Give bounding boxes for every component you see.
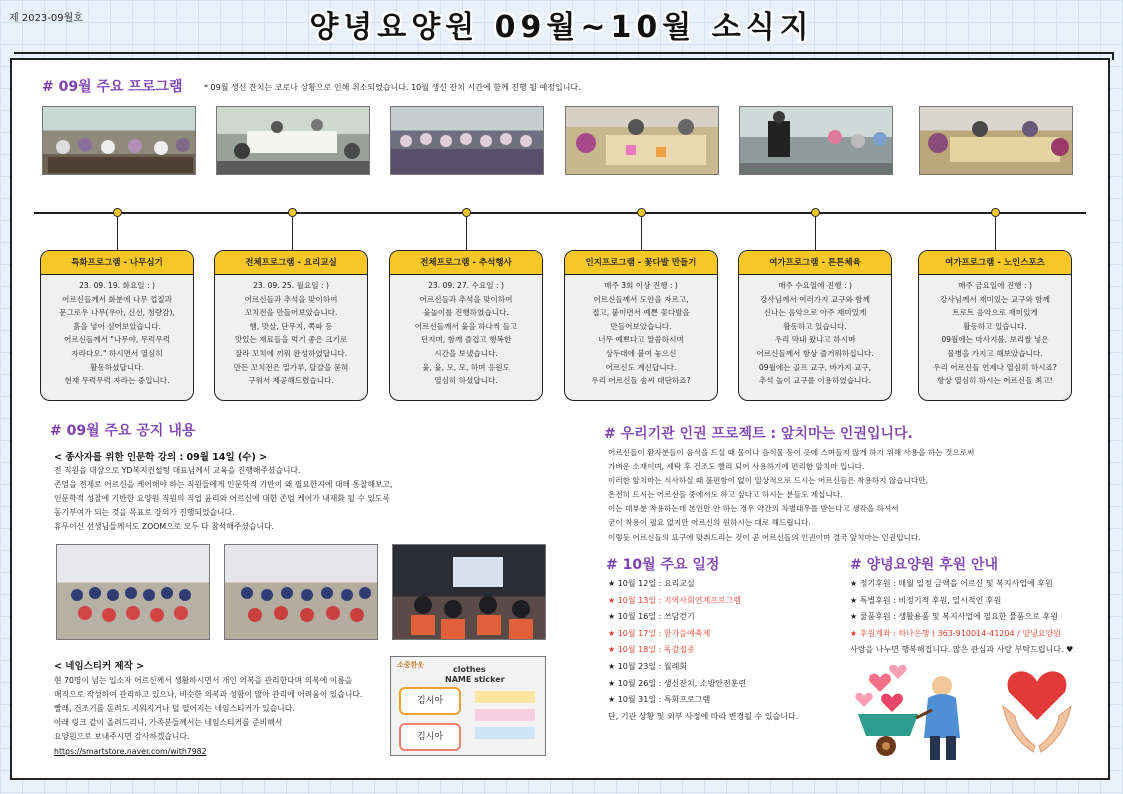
sticker-name-label: 김시아 — [399, 723, 461, 751]
donation-item: ★ 물품후원 : 생활용품 및 복지사업에 필요한 물품으로 후원 — [850, 612, 1058, 622]
schedule-item: ★ 10월 18일 : 독감접종 — [608, 645, 695, 655]
sticker-sample — [475, 691, 535, 703]
issue-label: 제 2023-09월호 — [9, 13, 83, 24]
sticker-title-1: clothes — [453, 665, 486, 674]
project-heading: # 우리기관 인권 프로젝트 : 앞치마는 인권입니다. — [604, 426, 913, 442]
photo-lecture-1 — [56, 544, 210, 640]
schedule-item: ★ 10월 17일 : 한가을예축제 — [608, 628, 711, 638]
program-card-body: 23. 09. 19. 화요일 : ) 어르신들께서 화분에 나무 껍질과 문그로우 나무(우아, 신선, 청량감), 흙을 넣어 심어보았습니다. 어르신들께서 "나무야, 무럭무럭 자라다오." 하시면서 열심히 활동하셨답니다. 현재 무럭무럭 자라는 중입니다. — [59, 281, 175, 386]
photo-lecture-2 — [224, 544, 378, 640]
notice-lecture-text: 전 직원을 대상으로 YD복지컨설팅 대표님께서 교육을 진행해주셨습니다. 존엄을 전제로 어르신을 케어해야 하는 직원들에게 인문학적 기반이 왜 필요한지에 대해 통찰해보고, 인문학적 성찰에 기반한 요양원 직원의 직업 윤리와 어르신에 대한 존엄 케어가 내재화 될 수 있도록 동기부여가 되는 것을 목표로 강의가 진행되었습니다. 휴무이신 선생님들께서도 ZOOM으로 모두 다 참석해주셨습니다. — [54, 466, 393, 532]
notice-sticker-title: < 네임스티커 제작 > — [54, 661, 145, 672]
program-card-body: 23. 09. 27. 수요일 : ) 어르신들과 추석을 맞이하여 윷놀이를 진행하였습니다. 어르신들께서 윷을 하나씩 들고 던지며, 함께 즐겁고 행복한 시간을 보냈습니다. 윷, 윷, 모, 모, 하며 응원도 열심히 하셨답니다. — [414, 281, 518, 386]
timeline-stem — [641, 217, 642, 250]
timeline-stem — [117, 217, 118, 250]
programs-heading: # 09월 주요 프로그램 — [42, 79, 183, 95]
sticker-title-2: NAME sticker — [445, 675, 505, 684]
timeline-dot — [991, 208, 1000, 217]
photo-name-sticker — [390, 656, 546, 756]
photo-chuseok-event-art — [391, 107, 544, 175]
donation-item: ★ 특별후원 : 비정기적 후원, 일시적인 후원 — [850, 595, 1002, 605]
program-card-body: 23. 09. 25. 월요일 : ) 어르신들과 추석을 맞이하여 꼬치전을 만들어보았습니다. 햄, 맛살, 단무지, 쪽파 등 맛있는 재료들을 먹기 좋은 크기로 잘라 꼬치에 끼워 완성하였답니다. 만든 꼬치전은 밀가루, 달걀을 묻혀 구워서 제공해드렸습니다. — [233, 281, 349, 386]
donation-heading: # 양녕요양원 후원 안내 — [850, 557, 999, 573]
photo-exercise-art — [740, 107, 893, 175]
newsletter-paper — [10, 58, 1110, 780]
notice-sticker-text: 현 70명이 넘는 입소자 어르신께서 생활하시면서 개인 의복을 관리한다며 의복에 이름을 매직으로 작성하여 관리하고 있으나, 비슷한 의복과 성함이 많아 관리에 어려움이 있습니다. 빨래, 건조기를 돌려도 지워지거나 덜 떨어지는 네임스티커가 있습니다. 아래 링크 같이 올려드리니, 가족분들께서는 네임스티커를 준비해서 요양원으로 보내주시면 감사하겠습니다. — [54, 676, 363, 742]
photo-tree-planting-art — [43, 107, 196, 175]
timeline-stem — [995, 217, 996, 250]
timeline-axis — [34, 212, 1086, 214]
program-card-bouquet — [564, 250, 718, 401]
schedule-item: ★ 10월 31일 : 특화프로그램 — [608, 695, 711, 705]
timeline-dot — [113, 208, 122, 217]
photo-sports — [919, 106, 1073, 175]
program-card-chuseok — [389, 250, 543, 401]
october-schedule-list — [608, 576, 798, 725]
schedule-item: ★ 10월 26일 : 생신잔치, 소방안전훈련 — [608, 678, 747, 688]
donation-thanks: 사랑을 나누면 행복해집니다. 많은 관심과 사랑 부탁드립니다. ♥ — [850, 645, 1074, 655]
sticker-top-text: 소중한옷 — [397, 661, 425, 669]
timeline-stem — [466, 217, 467, 250]
wheelbarrow-hearts-illustration — [850, 660, 970, 764]
project-text: 어르신들이 환자분들이 음식을 드실 때 물이나 음식물 등이 옷에 스며들지 않게 하기 위해 사용을 하는 것으로써 가벼운 소재이며, 세탁 후 건조도 빨리 되어 사용하기에 편리한 앞치마 입니다. 이러한 앞치마는 식사하실 때 불편함이 없이 일상적으로 드시는 어르신들은 착용하지 않습니다만, 온전히 드시는 어르신들 중에서도 하고 싶다고 하시는 분들도 계십니다. 이는 대부분 착용하는데 본인만 안 하는 경우 약간의 차별대우를 받는다고 생각을 하셔서 굳이 착용이 필요 없지만 어르신의 원하시는 대로 해드립니다. 이렇듯 어르신들의 요구에 맞춰드리는 것이 곧 어르신들의 인권이며 결국 앞치마는 인권입니다. — [608, 448, 975, 542]
timeline-dot — [811, 208, 820, 217]
hands-heart-illustration — [997, 660, 1077, 760]
photo-lecture-zoom-art — [393, 545, 546, 640]
sticker-sample — [475, 709, 535, 721]
timeline-dot — [288, 208, 297, 217]
donation-item: ★ 정기후원 : 매월 일정 금액을 어르신 및 복지사업에 후원 — [850, 579, 1053, 588]
program-card-body: 매주 수요일에 진행 : ) 강사님께서 여러가지 교구와 함께 신나는 음악으로 아주 재미있게 활동하고 있습니다. 우리 막내 왔냐고 하시며 어르신들께서 항상 즐거워하십니다. 09월에는 골프 교구, 바가지 교구, 추석 놀이 교구를 이용하였습니다. — [756, 281, 874, 386]
schedule-note: 단, 기관 상황 및 외부 사정에 따라 변경될 수 있습니다. — [608, 711, 799, 721]
sticker-sample — [475, 727, 535, 739]
timeline-stem — [815, 217, 816, 250]
newsletter-title: 양녕요양원 09월~10월 소식지 — [309, 10, 814, 45]
notice-lecture-title: < 종사자를 위한 인문학 강의 : 09월 14일 (수) > — [54, 452, 268, 463]
photo-tree-planting — [42, 106, 196, 175]
program-card-title: 인지프로그램 - 꽃다발 만들기 — [565, 251, 717, 275]
program-card-title: 여가프로그램 - 튼튼체육 — [739, 251, 891, 275]
timeline-dot — [637, 208, 646, 217]
october-heading: # 10월 주요 일정 — [606, 557, 720, 573]
donation-item: ★ 후원계좌 : 하나은행 ) 363-910014-41204 / 양녕요양원 — [850, 628, 1061, 638]
program-card-exercise — [738, 250, 892, 401]
program-card-body: 매주 금요일에 진행 : ) 강사님께서 재미있는 교구와 함께 트로트 음악으로 재미있게 활동하고 있습니다. 09월에는 마사지볼, 보리쌀 넣은 물병을 가지고 해보았습니다. 우리 어르신들 언제나 열심히 하시죠? 항상 열심히 하시는 어르신들 최고! — [933, 281, 1057, 386]
program-card-title: 특화프로그램 - 나무심기 — [41, 251, 193, 275]
schedule-item: ★ 10월 13일 : 지역사회연계프로그램 — [608, 595, 742, 605]
notice-heading: # 09월 주요 공지 내용 — [50, 423, 196, 439]
timeline-stem — [292, 217, 293, 250]
program-card-tree — [40, 250, 194, 401]
program-card-sports — [918, 250, 1072, 401]
photo-lecture-zoom — [392, 544, 546, 640]
timeline-dot — [462, 208, 471, 217]
photo-lecture-2-art — [225, 545, 378, 640]
program-card-body: 매주 3회 이상 진행 : ) 어르신들께서 도안을 자르고, 접고, 붙이면서 예쁜 꽃다발을 만들어보았습니다. 너무 예쁘다고 말씀하시며 상두대에 붙여 놓으신 어르신도 계신답니다. 우리 어르신들 솜씨 대단하죠? — [591, 281, 691, 386]
schedule-item: ★ 10월 12일 : 요리교실 — [608, 579, 695, 588]
photo-sports-art — [920, 107, 1073, 175]
program-card-title: 전체프로그램 - 요리교실 — [215, 251, 367, 275]
schedule-item: ★ 10월 16일 : 쓰담걷기 — [608, 612, 695, 622]
photo-bouquet-art — [566, 107, 719, 175]
photo-lecture-1-art — [57, 545, 210, 640]
photo-cooking-class-art — [217, 107, 370, 175]
smartstore-link[interactable]: https://smartstore.naver.com/with7982 — [54, 747, 207, 756]
photo-chuseok-event — [390, 106, 544, 175]
photo-cooking-class — [216, 106, 370, 175]
program-card-title: 여가프로그램 - 노인스포츠 — [919, 251, 1071, 275]
program-card-cooking — [214, 250, 368, 401]
program-card-title: 전체프로그램 - 추석행사 — [390, 251, 542, 275]
photo-bouquet — [565, 106, 719, 175]
sticker-name-label: 김시아 — [399, 687, 461, 715]
photo-exercise — [739, 106, 893, 175]
schedule-item: ★ 10월 23일 : 월례회 — [608, 661, 688, 671]
programs-note: * 09월 생신 잔치는 코로나 상황으로 인해 취소되었습니다. 10월 생신 잔치 시간에 함께 진행 될 예정입니다. — [204, 83, 581, 92]
donation-list — [850, 576, 1073, 659]
